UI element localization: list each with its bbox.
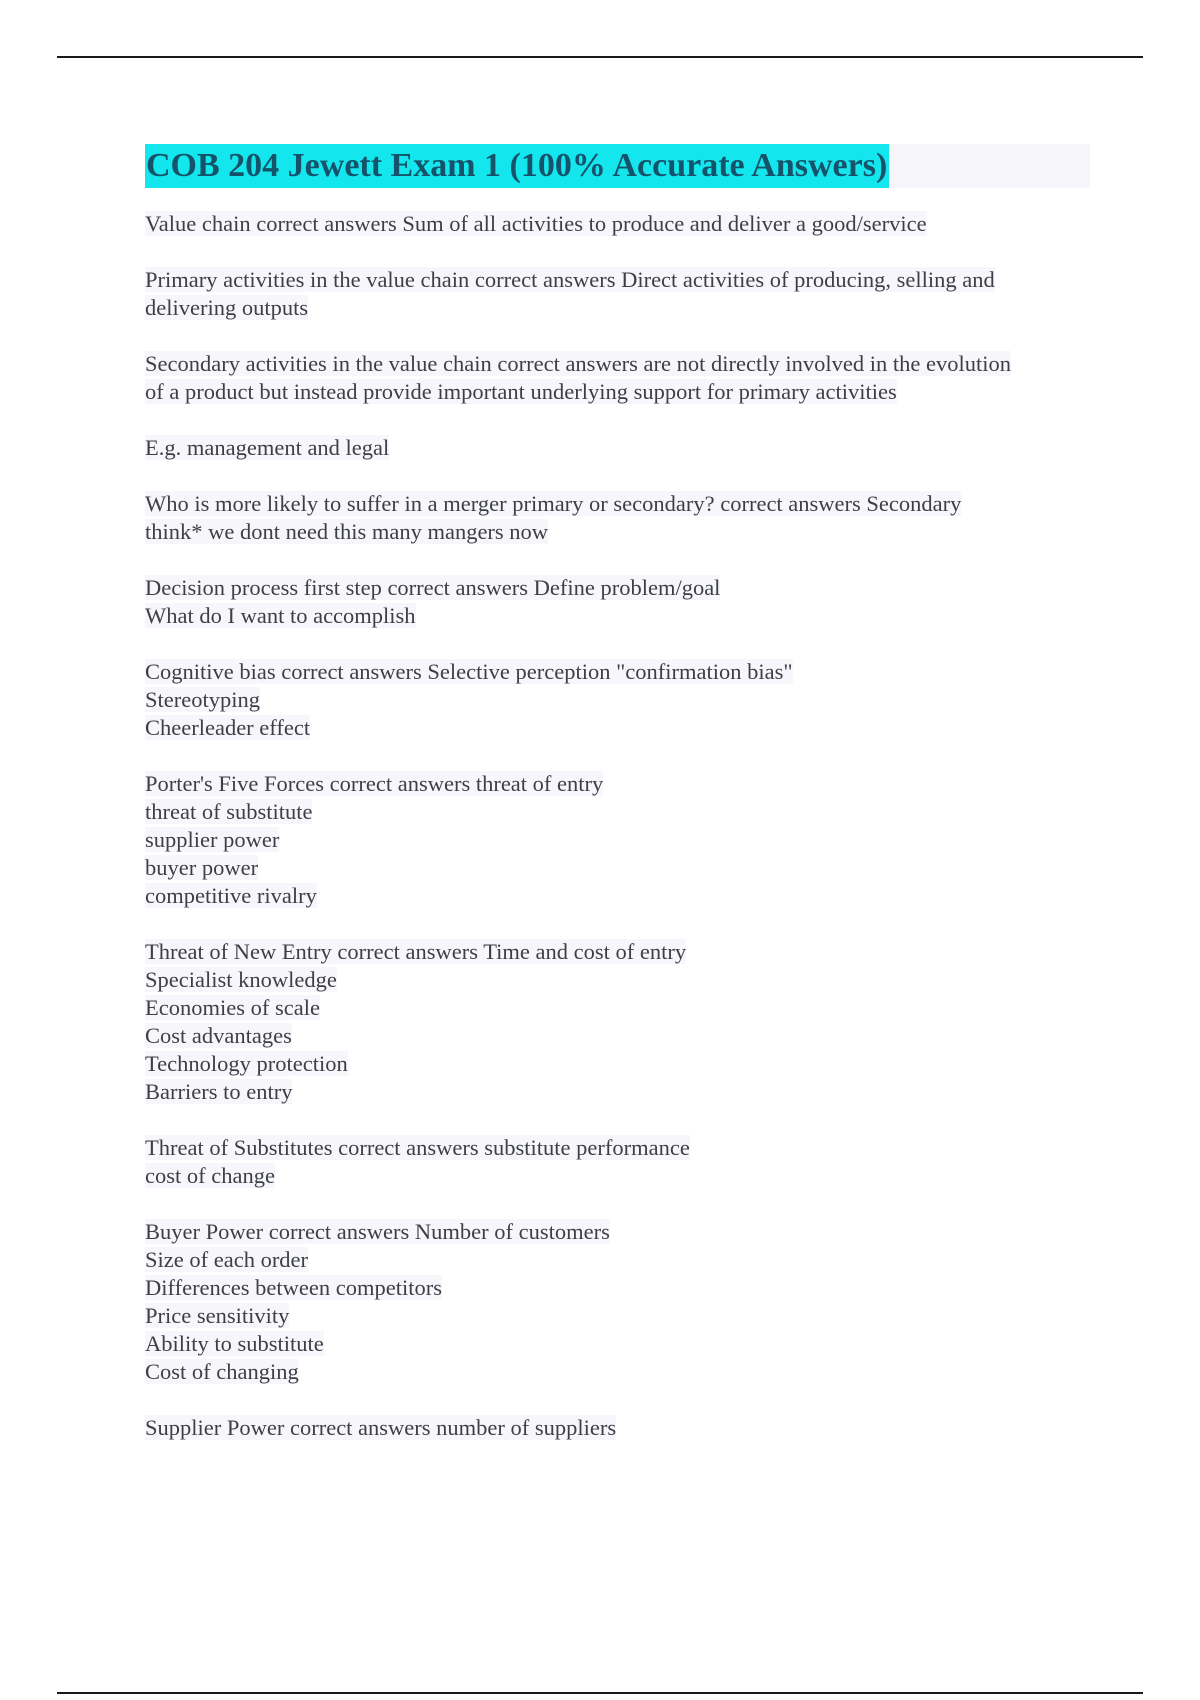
qa-line-text: Cognitive bias correct answers Selective perception "confirmation bias" bbox=[145, 659, 793, 684]
qa-line-text: Decision process first step correct answers Define problem/goal bbox=[145, 575, 721, 600]
qa-entry bbox=[145, 350, 1090, 406]
footer-rule bbox=[57, 1692, 1143, 1694]
qa-line bbox=[145, 602, 1090, 630]
qa-line-text: Secondary activities in the value chain correct answers are not directly involved in the evolution bbox=[145, 351, 1011, 376]
qa-line-text: cost of change bbox=[145, 1163, 275, 1188]
qa-line-text: supplier power bbox=[145, 827, 280, 852]
qa-line-text: Technology protection bbox=[145, 1051, 348, 1076]
qa-line-text: threat of substitute bbox=[145, 799, 313, 824]
qa-line-text: Economies of scale bbox=[145, 995, 320, 1020]
qa-line bbox=[145, 938, 1090, 966]
qa-line bbox=[145, 686, 1090, 714]
qa-line bbox=[145, 1162, 1090, 1190]
qa-line bbox=[145, 434, 1090, 462]
qa-line bbox=[145, 994, 1090, 1022]
qa-entries bbox=[145, 210, 1090, 1442]
qa-line bbox=[145, 882, 1090, 910]
qa-line-text: Cost of changing bbox=[145, 1359, 299, 1384]
qa-entry bbox=[145, 574, 1090, 630]
qa-line-text: What do I want to accomplish bbox=[145, 603, 416, 628]
qa-line-text: Threat of Substitutes correct answers substitute performance bbox=[145, 1135, 690, 1160]
qa-line-text: Porter's Five Forces correct answers threat of entry bbox=[145, 771, 604, 796]
qa-line bbox=[145, 378, 1090, 406]
qa-line-text: buyer power bbox=[145, 855, 259, 880]
header-rule bbox=[57, 56, 1143, 58]
qa-line bbox=[145, 798, 1090, 826]
qa-line bbox=[145, 770, 1090, 798]
qa-entry bbox=[145, 490, 1090, 546]
qa-line bbox=[145, 518, 1090, 546]
qa-line bbox=[145, 266, 1090, 294]
qa-line-text: think* we dont need this many mangers now bbox=[145, 519, 549, 544]
qa-line bbox=[145, 1246, 1090, 1274]
qa-line-text: Barriers to entry bbox=[145, 1079, 293, 1104]
qa-line-text: Specialist knowledge bbox=[145, 967, 337, 992]
qa-line bbox=[145, 854, 1090, 882]
qa-line-text: Price sensitivity bbox=[145, 1303, 290, 1328]
qa-entry bbox=[145, 434, 1090, 462]
qa-line-text: delivering outputs bbox=[145, 295, 309, 320]
qa-entry bbox=[145, 938, 1090, 1106]
qa-line-text: E.g. management and legal bbox=[145, 435, 390, 460]
qa-entry bbox=[145, 266, 1090, 322]
qa-entry bbox=[145, 1414, 1090, 1442]
qa-line bbox=[145, 1078, 1090, 1106]
qa-line bbox=[145, 826, 1090, 854]
qa-line bbox=[145, 966, 1090, 994]
qa-line bbox=[145, 1022, 1090, 1050]
qa-line-text: competitive rivalry bbox=[145, 883, 317, 908]
qa-entry bbox=[145, 770, 1090, 910]
document-title: COB 204 Jewett Exam 1 (100% Accurate Answers) bbox=[145, 144, 889, 188]
qa-line bbox=[145, 714, 1090, 742]
qa-line-text: Primary activities in the value chain correct answers Direct activities of producing, selling and bbox=[145, 267, 995, 292]
qa-entry bbox=[145, 1134, 1090, 1190]
qa-entry bbox=[145, 1218, 1090, 1386]
document-body bbox=[145, 144, 1090, 1470]
qa-line bbox=[145, 294, 1090, 322]
qa-line bbox=[145, 1330, 1090, 1358]
qa-line bbox=[145, 1050, 1090, 1078]
qa-entry bbox=[145, 210, 1090, 238]
qa-line bbox=[145, 574, 1090, 602]
qa-line bbox=[145, 1358, 1090, 1386]
title-band bbox=[145, 144, 1090, 188]
qa-line-text: Supplier Power correct answers number of suppliers bbox=[145, 1415, 617, 1440]
qa-line bbox=[145, 658, 1090, 686]
qa-line-text: Differences between competitors bbox=[145, 1275, 442, 1300]
qa-line bbox=[145, 1274, 1090, 1302]
qa-line-text: Cheerleader effect bbox=[145, 715, 311, 740]
qa-line bbox=[145, 1414, 1090, 1442]
qa-line-text: Ability to substitute bbox=[145, 1331, 324, 1356]
qa-line-text: of a product but instead provide important underlying support for primary activities bbox=[145, 379, 897, 404]
qa-line-text: Cost advantages bbox=[145, 1023, 292, 1048]
qa-line-text: Who is more likely to suffer in a merger primary or secondary? correct answers Secondary bbox=[145, 491, 962, 516]
qa-line bbox=[145, 350, 1090, 378]
qa-line bbox=[145, 1218, 1090, 1246]
qa-line-text: Size of each order bbox=[145, 1247, 309, 1272]
qa-line-text: Value chain correct answers Sum of all activities to produce and deliver a good/service bbox=[145, 211, 927, 236]
qa-line bbox=[145, 1134, 1090, 1162]
qa-line-text: Threat of New Entry correct answers Time and cost of entry bbox=[145, 939, 687, 964]
qa-entry bbox=[145, 658, 1090, 742]
qa-line bbox=[145, 210, 1090, 238]
qa-line-text: Stereotyping bbox=[145, 687, 260, 712]
qa-line bbox=[145, 490, 1090, 518]
qa-line-text: Buyer Power correct answers Number of customers bbox=[145, 1219, 610, 1244]
qa-line bbox=[145, 1302, 1090, 1330]
